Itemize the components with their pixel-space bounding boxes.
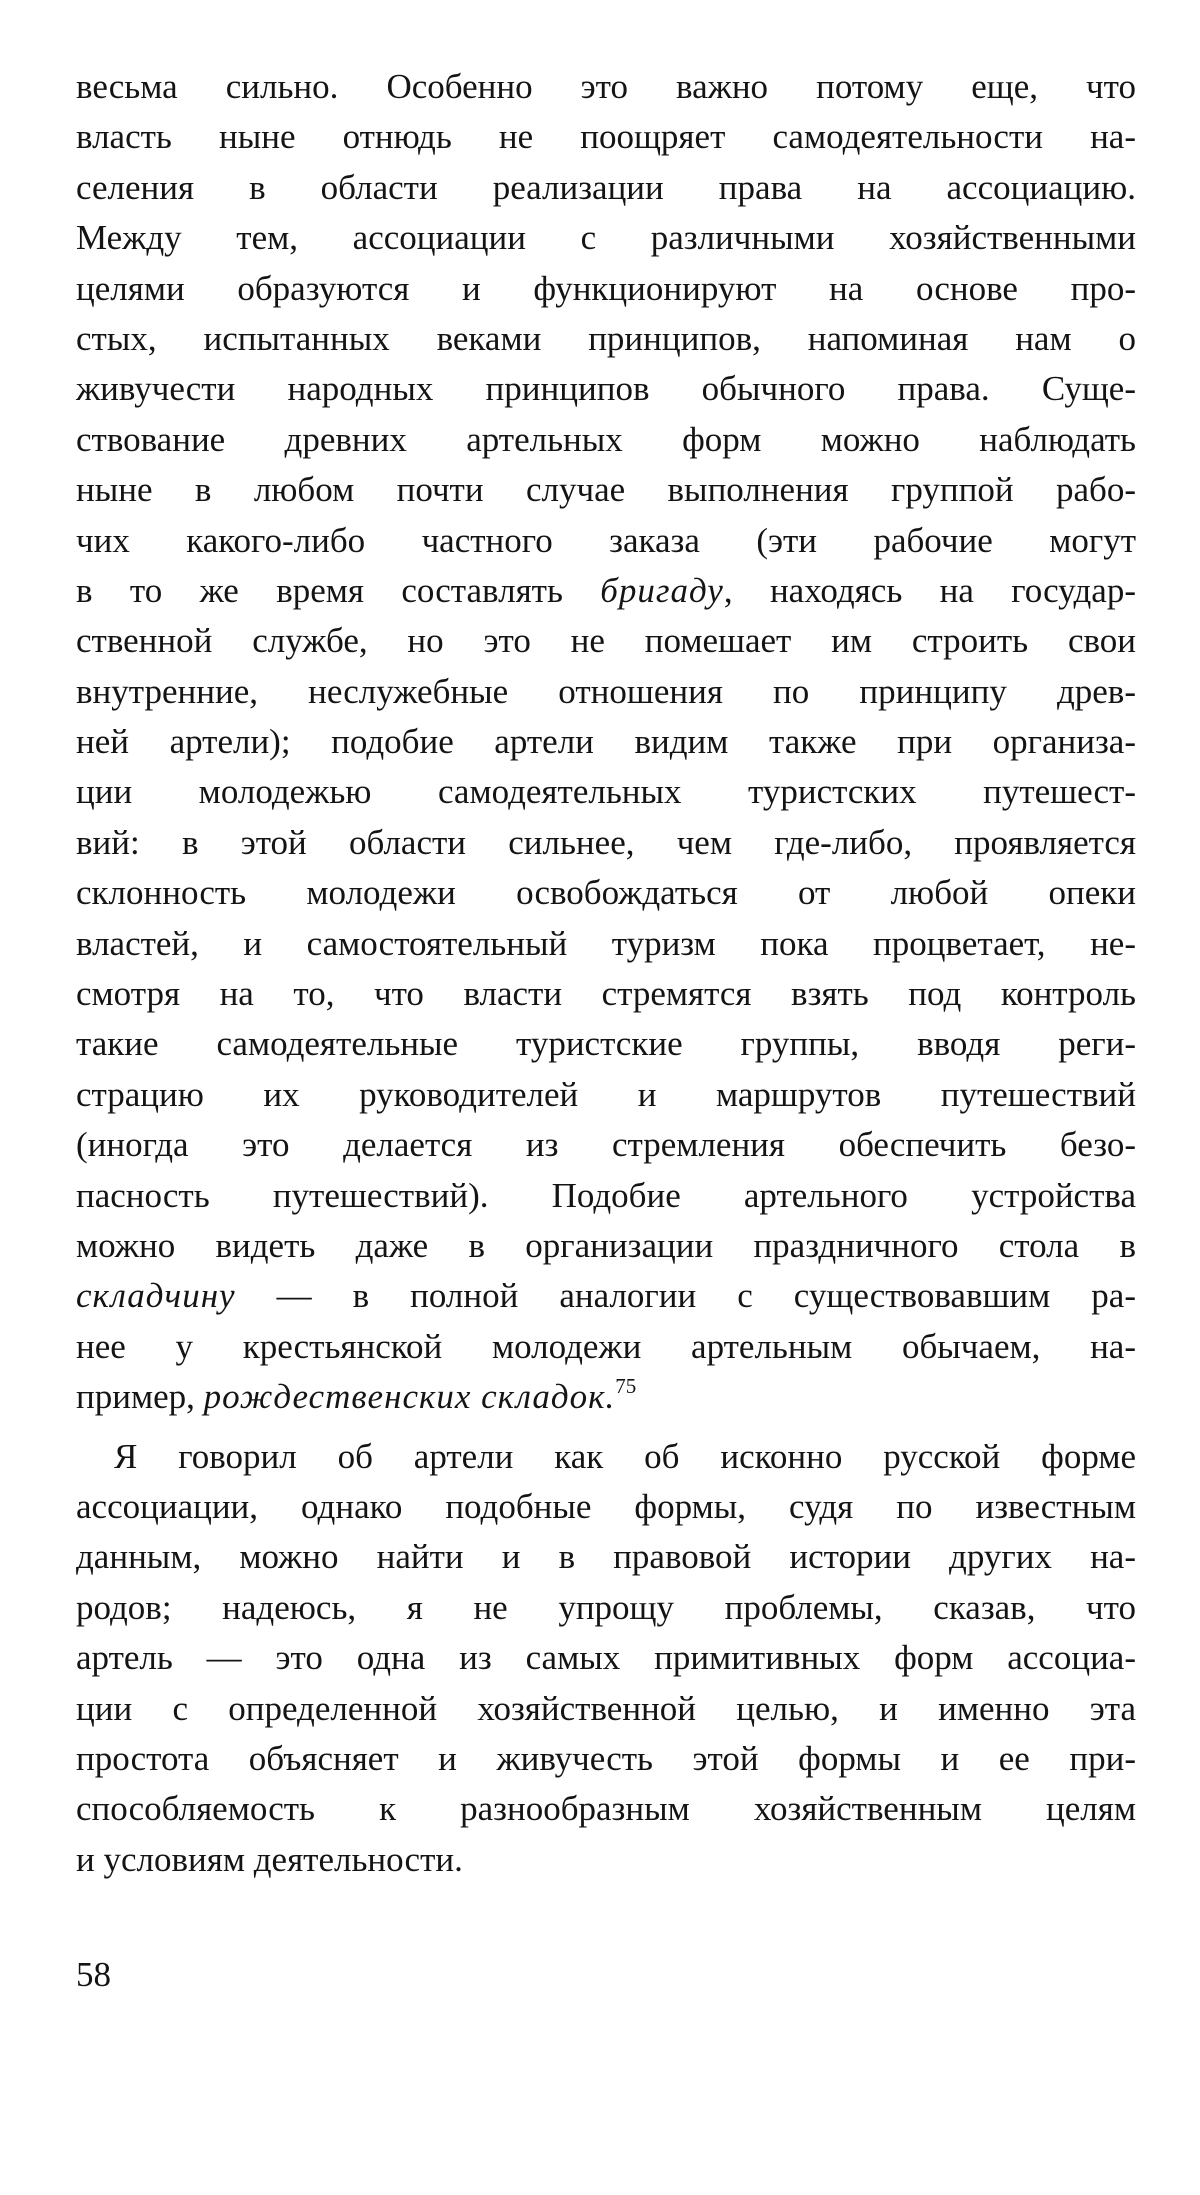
paragraph-2 bbox=[76, 1432, 1136, 1886]
text-line: родов; надеюсь, я не упрощу проблемы, сказав, что bbox=[76, 1587, 1136, 1627]
text-line: ней артели); подобие артели видим также при организа- bbox=[76, 722, 1136, 762]
text-line: ственной службе, но это не помешает им строить свои bbox=[76, 621, 1136, 661]
text-line: артель — это одна из самых примитивных форм ассоциа- bbox=[76, 1638, 1136, 1678]
text-line: ассоциации, однако подобные формы, судя по известным bbox=[76, 1486, 1136, 1526]
text-line: властей, и самостоятельный туризм пока процветает, не- bbox=[76, 923, 1136, 963]
text-line: внутренние, неслужебные отношения по принципу древ- bbox=[76, 671, 1136, 711]
text-line: (иногда это делается из стремления обеспечить безо- bbox=[76, 1125, 1136, 1165]
text-line: простота объясняет и живучесть этой формы и ее при- bbox=[76, 1738, 1136, 1778]
text-line: весьма сильно. Особенно это важно потому еще, что bbox=[76, 67, 1136, 106]
text-line: и условиям деятельности. bbox=[76, 1839, 463, 1879]
text-line bbox=[76, 1271, 1136, 1321]
text-line: селения в области реализации права на ассоциацию. bbox=[76, 167, 1136, 207]
text-line: данным, можно найти и в правовой истории других на- bbox=[76, 1537, 1136, 1577]
italic-term-skladchina: складчину bbox=[76, 1276, 236, 1316]
paragraph-1 bbox=[76, 62, 1136, 1423]
page-number: 58 bbox=[76, 1955, 111, 1994]
text-segment: пример, bbox=[76, 1377, 204, 1417]
text-line: Я говорил об артели как об исконно русской форме bbox=[114, 1436, 1136, 1476]
text-line: ции с определенной хозяйственной целью, и именно эта bbox=[76, 1688, 1136, 1728]
text-line: стых, испытанных веками принципов, напоминая нам о bbox=[76, 318, 1136, 358]
text-line: Между тем, ассоциации с различными хозяйственными bbox=[76, 218, 1136, 258]
italic-term-brigada: бригаду bbox=[600, 570, 724, 610]
text-segment: — в полной аналогии с существовавшим ра- bbox=[235, 1276, 1136, 1316]
text-segment: , находясь на государ- bbox=[723, 570, 1136, 610]
footnote-marker[interactable]: 75 bbox=[615, 1374, 637, 1399]
text-line bbox=[76, 566, 1136, 616]
text-line: вий: в этой области сильнее, чем где-либо, проявляется bbox=[76, 822, 1136, 862]
text-line: живучести народных принципов обычного права. Суще- bbox=[76, 369, 1136, 409]
text-line: ции молодежью самодеятельных туристских путешест- bbox=[76, 772, 1136, 812]
paragraph-gap bbox=[76, 1423, 1136, 1432]
text-line: склонность молодежи освобождаться от любой опеки bbox=[76, 873, 1136, 913]
text-line: пасность путешествий). Подобие артельного устройства bbox=[76, 1175, 1136, 1215]
text-line: смотря на то, что власти стремятся взять под контроль bbox=[76, 974, 1136, 1014]
page-body bbox=[76, 62, 1136, 1885]
text-line: ствование древних артельных форм можно наблюдать bbox=[76, 419, 1136, 459]
text-line: ныне в любом почти случае выполнения группой рабо- bbox=[76, 470, 1136, 510]
text-line: страцию их руководителей и маршрутов путешествий bbox=[76, 1074, 1136, 1114]
text-line: чих какого-либо частного заказа (эти рабочие могут bbox=[76, 520, 1136, 560]
text-line: целями образуются и функционируют на основе про- bbox=[76, 268, 1136, 308]
text-line: такие самодеятельные туристские группы, вводя реги- bbox=[76, 1024, 1136, 1064]
text-line: нее у крестьянской молодежи артельным обычаем, на- bbox=[76, 1326, 1136, 1366]
text-line: способляемость к разнообразным хозяйственным целям bbox=[76, 1789, 1136, 1829]
text-line: можно видеть даже в организации праздничного стола в bbox=[76, 1225, 1136, 1265]
text-line: власть ныне отнюдь не поощряет самодеятельности на- bbox=[76, 117, 1136, 157]
text-line bbox=[76, 1372, 1136, 1422]
text-segment: в то же время составлять bbox=[76, 570, 601, 610]
italic-term-skladki: рождественских складок. bbox=[203, 1377, 616, 1417]
